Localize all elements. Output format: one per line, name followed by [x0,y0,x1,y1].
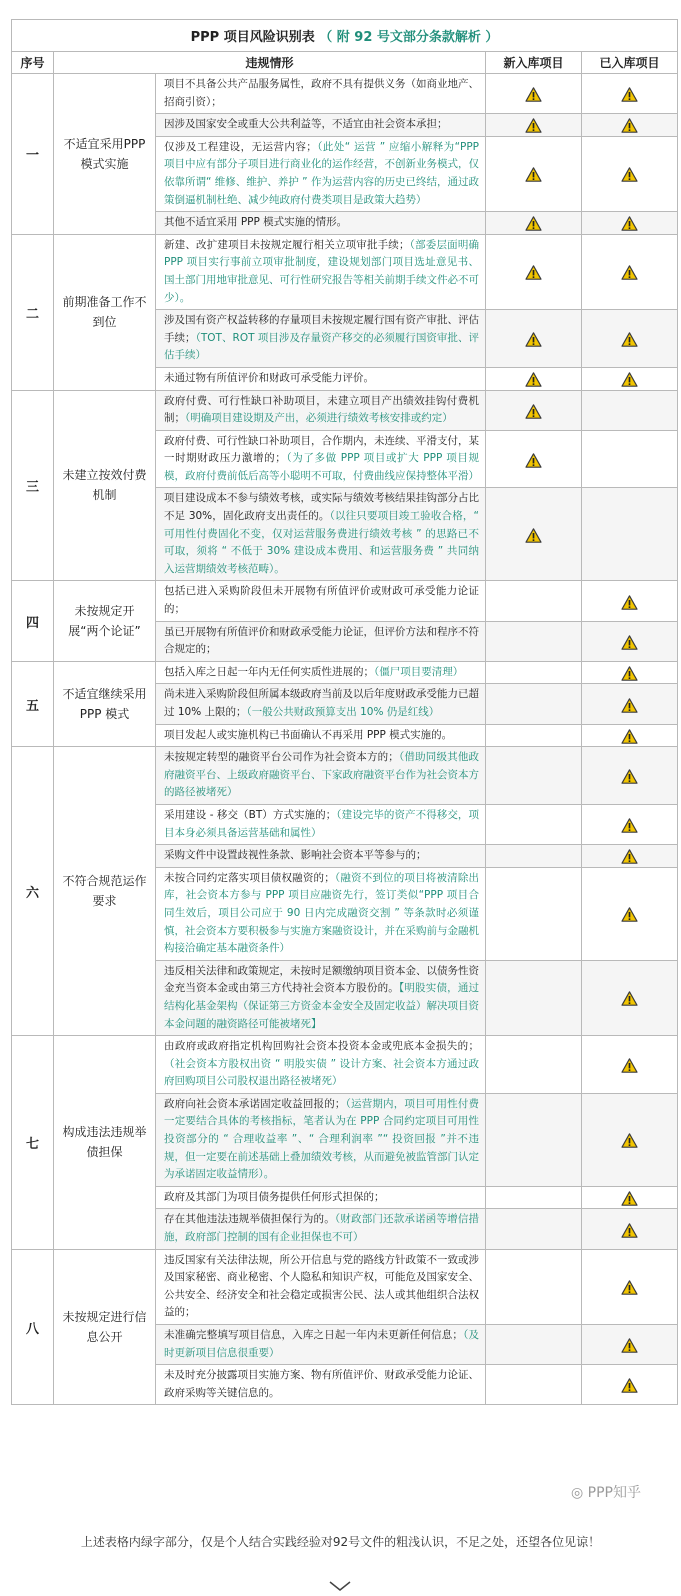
violation-text [156,390,486,430]
existing-project-flag [582,136,678,211]
new-project-flag [486,114,582,137]
group-number: 三 [12,390,54,581]
group-category: 前期准备工作不到位 [54,234,156,390]
violation-text [156,1365,486,1405]
new-project-flag [486,747,582,805]
violation-commentary: （TOT、ROT 项目涉及存量资产移交的必须履行国资审批、评估手续） [164,331,479,362]
violation-commentary: （运营期内，项目可用性付费一定要结合具体的考核指标，笔者认为在 PPP 合同约定项目可用性投资部分的 “ 合理收益率 ”、“ 合理利润率 ”“ 投资回报 ”并不违规，但一定要在前述基础上叠加绩效考核，从而避免被监管部门认定为承诺固定收益情形）。 [164,1097,480,1181]
header-violation: 违规情形 [54,52,486,74]
violation-main-text: 政府付费、可行性缺口补助项目，未建立项目产出绩效挂钩付费机制； [164,394,479,425]
table-title-main: PPP 项目风险识别表 [190,30,315,45]
warning-triangle-icon [525,372,542,387]
violation-main-text: 未通过物有所值评价和财政可承受能力评价。 [164,371,374,384]
violation-text [156,1209,486,1249]
warning-triangle-icon [525,167,542,182]
violation-commentary: （借助同级其他政府融资平台、上级政府融资平台、下家政府融资平台作为社会资本方的路径被堵死） [164,751,480,799]
violation-commentary: （建设完毕的资产不得移交，项目本身必须具备运营基础和属性） [164,808,479,839]
violation-main-text: 未及时充分披露项目实施方案、物有所值评价、财政承受能力论证、政府采购等关键信息的。 [164,1369,479,1399]
warning-triangle-icon [525,118,542,133]
warning-triangle-icon [525,87,542,102]
group-number: 七 [12,1036,54,1250]
new-project-flag [486,845,582,868]
existing-project-flag [582,234,678,309]
table-body [12,74,678,1405]
violation-text [156,724,486,747]
wechat-icon: ◎ [571,1485,584,1501]
violation-commentary: （社会资本方股权出资 “ 明股实债 ” 设计方案、社会资本方通过政府回购项目公司股权退出路径被堵死） [164,1057,479,1088]
warning-triangle-icon [621,265,638,280]
warning-triangle-icon [525,265,542,280]
violation-commentary: （财政部门还款承诺函等增信措施，政府部门控制的国有企业担保也不可） [164,1213,480,1244]
new-project-flag [486,621,582,661]
new-project-flag [486,136,582,211]
violation-text [156,114,486,137]
existing-project-flag [582,114,678,137]
new-project-flag [486,310,582,368]
warning-triangle-icon [621,1338,638,1353]
violation-text [156,310,486,368]
warning-triangle-icon [621,1133,638,1148]
violation-text [156,488,486,581]
existing-project-flag [582,960,678,1035]
footer-note: 上述表格内绿字部分，仅是个人结合实践经验对92号文件的粗浅认识，不足之处，还望各位见谅！ [80,1535,601,1549]
violation-main-text: 涉及国有资产权益转移的存量项目未按规定履行国有资产审批、评估手续； [164,314,479,344]
violation-commentary: （部委层面明确 PPP 项目实行事前立项审批制度，建设规划部门项目选址意见书、国土部门用地审批意见、可行性研究报告等相关前期手续文件必不可少）。 [164,238,480,304]
existing-project-flag [582,390,678,430]
violation-text [156,1325,486,1365]
warning-triangle-icon [621,635,638,650]
warning-triangle-icon [525,332,542,347]
new-project-flag [486,804,582,844]
violation-main-text: 未按合同约定落实项目债权融资的； [164,871,335,884]
violation-main-text: 采用建设 - 移交（BT）方式实施的； [164,808,337,821]
table-row [12,390,678,430]
new-project-flag [486,430,582,488]
warning-triangle-icon [621,1058,638,1073]
existing-project-flag [582,724,678,747]
warning-triangle-icon [621,849,638,864]
table-row [12,74,678,114]
violation-text [156,845,486,868]
violation-text [156,1186,486,1209]
group-number: 二 [12,234,54,390]
warning-triangle-icon [621,698,638,713]
violation-commentary: （此处“ 运营 ” 应缩小解释为“PPP 项目中应有部分子项目进行商业化的运作经营，不创新业务模式，仅依靠所谓“ 维修、维护、养护 ” 作为运营内容的历史已终结，通过政策倒逼机制杜绝、减少纯政府付费类项目是政策大趋势） [164,140,480,206]
group-category: 不适宜继续采用PPP 模式 [54,661,156,746]
existing-project-flag [582,430,678,488]
warning-triangle-icon [621,769,638,784]
new-project-flag [486,1209,582,1249]
warning-triangle-icon [621,991,638,1006]
violation-text [156,1036,486,1094]
group-category: 未按规定开展“两个论证” [54,581,156,661]
existing-project-flag [582,867,678,960]
table-row [12,1036,678,1094]
new-project-flag [486,684,582,724]
table-row [12,747,678,805]
warning-triangle-icon [621,118,638,133]
group-category: 构成违法违规举债担保 [54,1036,156,1250]
warning-triangle-icon [621,666,638,681]
violation-main-text: 未按规定转型的融资平台公司作为社会资本方的； [164,751,399,764]
violation-main-text: 虽已开展物有所值评价和财政承受能力论证，但评价方法和程序不符合规定的； [164,625,479,656]
existing-project-flag [582,310,678,368]
risk-table [11,19,677,1405]
existing-project-flag [582,1036,678,1094]
new-project-flag [486,1249,582,1324]
table-row [12,1249,678,1324]
warning-triangle-icon [621,818,638,833]
violation-text [156,74,486,114]
group-number: 五 [12,661,54,746]
warning-triangle-icon [621,729,638,744]
violation-commentary: （及时更新项目信息很重要） [164,1329,480,1359]
new-project-flag [486,867,582,960]
violation-text [156,430,486,488]
warning-triangle-icon [621,332,638,347]
table-title [12,20,678,52]
warning-triangle-icon [621,167,638,182]
new-project-flag [486,1093,582,1186]
new-project-flag [486,1365,582,1405]
violation-commentary: （明确项目建设期及产出，必须进行绩效考核安排或约定） [185,412,453,425]
existing-project-flag [582,74,678,114]
new-project-flag [486,1186,582,1209]
new-project-flag [486,367,582,390]
existing-project-flag [582,1365,678,1405]
warning-triangle-icon [621,87,638,102]
table-row [12,581,678,621]
violation-main-text: 包括已进入采购阶段但未开展物有所值评价或财政可承受能力论证的； [164,585,479,616]
existing-project-flag [582,1093,678,1186]
violation-commentary: （僵尸项目要清理） [374,665,464,678]
warning-triangle-icon [621,1223,638,1238]
new-project-flag [486,1325,582,1365]
violation-main-text: 其他不适宜采用 PPP 模式实施的情形。 [164,216,348,229]
violation-main-text: 违反国家有关法律法规，所公开信息与党的路线方针政策不一致或涉及国家秘密、商业秘密、个人隐私和知识产权，可能危及国家安全、公共安全、经济安全和社会稳定或损害公民、法人或其他组织合法权益的； [164,1253,479,1319]
existing-project-flag [582,661,678,684]
chevron-down-icon [328,1580,352,1592]
table-row [12,234,678,309]
violation-main-text: 政府向社会资本承诺固定收益回报的； [164,1097,346,1110]
header-existing-projects: 已入库项目 [582,52,678,74]
group-number: 四 [12,581,54,661]
existing-project-flag [582,488,678,581]
violation-main-text: 因涉及国家安全或重大公共利益等，不适宜由社会资本承担； [164,118,448,131]
warning-triangle-icon [621,372,638,387]
new-project-flag [486,581,582,621]
warning-triangle-icon [621,1378,638,1393]
violation-main-text: 项目建设成本不参与绩效考核，或实际与绩效考核结果挂钩部分占比不足 30%，固化政府支出责任的。 [164,492,479,523]
existing-project-flag [582,1186,678,1209]
warning-triangle-icon [525,404,542,419]
new-project-flag [486,212,582,235]
group-category: 未按规定进行信息公开 [54,1249,156,1405]
warning-triangle-icon [525,216,542,231]
watermark-text: PPP知乎 [587,1485,641,1501]
warning-triangle-icon [621,595,638,610]
header-no: 序号 [12,52,54,74]
violation-commentary: （一般公共财政预算支出 10% 仍是红线） [246,706,440,718]
new-project-flag [486,390,582,430]
violation-main-text: 存在其他违法违规举债担保行为的。 [164,1213,335,1226]
violation-commentary: （以往只要项目竣工验收合格，“ 可用性付费固化不变，仅对运营服务费进行绩效考核 ” 的思路已不可取，须将 “ 不低于 30% 建设成本费用、和运营服务费 ” 共同纳入运营期绩效考核范畴）。 [164,510,479,575]
violation-main-text: 政府付费、可行性缺口补助项目，合作期内，未连续、平滑支付，某一时期财政压力激增的； [164,434,479,465]
existing-project-flag [582,621,678,661]
violation-main-text: 政府及其部门为项目债务提供任何形式担保的； [164,1190,385,1203]
existing-project-flag [582,1209,678,1249]
violation-commentary: 【明股实债，通过结构化基金架构（保证第三方资金本金安全及固定收益）解决项目资本金问题的融资路径可能被堵死】 [164,982,480,1030]
violation-main-text: 违反相关法律和政策规定，未按时足额缴纳项目资本金、以债务性资金充当资本金或由第三方代持社会资本方股份的。 [164,964,479,995]
violation-main-text: 项目不具备公共产品服务属性，政府不具有提供义务（如商业地产、招商引资）； [164,78,479,108]
violation-main-text: 仅涉及工程建设，无运营内容； [164,140,317,153]
watermark [571,1482,641,1502]
violation-text [156,804,486,844]
violation-text [156,867,486,960]
table-title-sub: （ 附 92 号文部分条款解析 ） [319,30,499,45]
violation-main-text: 采购文件中设置歧视性条款、影响社会资本平等参与的； [164,849,427,862]
existing-project-flag [582,1249,678,1324]
existing-project-flag [582,845,678,868]
group-category: 不符合规范运作要求 [54,747,156,1036]
existing-project-flag [582,367,678,390]
new-project-flag [486,724,582,747]
warning-triangle-icon [621,216,638,231]
existing-project-flag [582,747,678,805]
existing-project-flag [582,581,678,621]
violation-text [156,367,486,390]
violation-text [156,234,486,309]
group-number: 六 [12,747,54,1036]
violation-main-text: 项目发起人或实施机构已书面确认不再采用 PPP 模式实施的。 [164,728,453,741]
group-category: 不适宜采用PPP 模式实施 [54,74,156,235]
new-project-flag [486,661,582,684]
warning-triangle-icon [621,1191,638,1206]
new-project-flag [486,74,582,114]
group-number: 八 [12,1249,54,1405]
warning-triangle-icon [525,453,542,468]
violation-text [156,581,486,621]
warning-triangle-icon [621,907,638,922]
violation-text [156,136,486,211]
violation-main-text: 由政府或政府指定机构回购社会资本投资本金或兜底本金损失的； [164,1040,479,1053]
violation-text [156,747,486,805]
existing-project-flag [582,804,678,844]
new-project-flag [486,234,582,309]
warning-triangle-icon [621,1280,638,1295]
violation-text [156,1093,486,1186]
existing-project-flag [582,684,678,724]
violation-text [156,1249,486,1324]
violation-main-text: 未准确完整填写项目信息，入库之日起一年内未更新任何信息； [164,1329,463,1341]
existing-project-flag [582,1325,678,1365]
violation-text [156,212,486,235]
violation-main-text: 尚未进入采购阶段但所属本级政府当前及以后年度财政承受能力已超过 10% 上限的； [164,688,479,718]
new-project-flag [486,960,582,1035]
violation-main-text: 包括入库之日起一年内无任何实质性进展的； [164,665,374,678]
existing-project-flag [582,212,678,235]
violation-text [156,960,486,1035]
table-row [12,661,678,684]
new-project-flag [486,488,582,581]
new-project-flag [486,1036,582,1094]
violation-text [156,621,486,661]
header-new-projects: 新入库项目 [486,52,582,74]
violation-commentary: （为了多做 PPP 项目或扩大 PPP 项目规模，政府付费前低后高等小聪明不可取，付费曲线应保持整体平滑） [164,452,480,482]
violation-text [156,684,486,724]
group-number: 一 [12,74,54,235]
warning-triangle-icon [525,528,542,543]
violation-main-text: 新建、改扩建项目未按规定履行相关立项审批手续； [164,238,410,251]
violation-commentary: （融资不到位的项目将被清除出库，社会资本方参与 PPP 项目应融资先行，签订类似“PPP 项目合同生效后，项目公司应于 90 日内完成融资交割 ” 等条款时必须谨慎，社会资本方要积极参与实施方案融资设计，并在采购前与金融机构接洽确定基本融资条件） [164,871,480,955]
violation-text [156,661,486,684]
group-category: 未建立按效付费机制 [54,390,156,581]
